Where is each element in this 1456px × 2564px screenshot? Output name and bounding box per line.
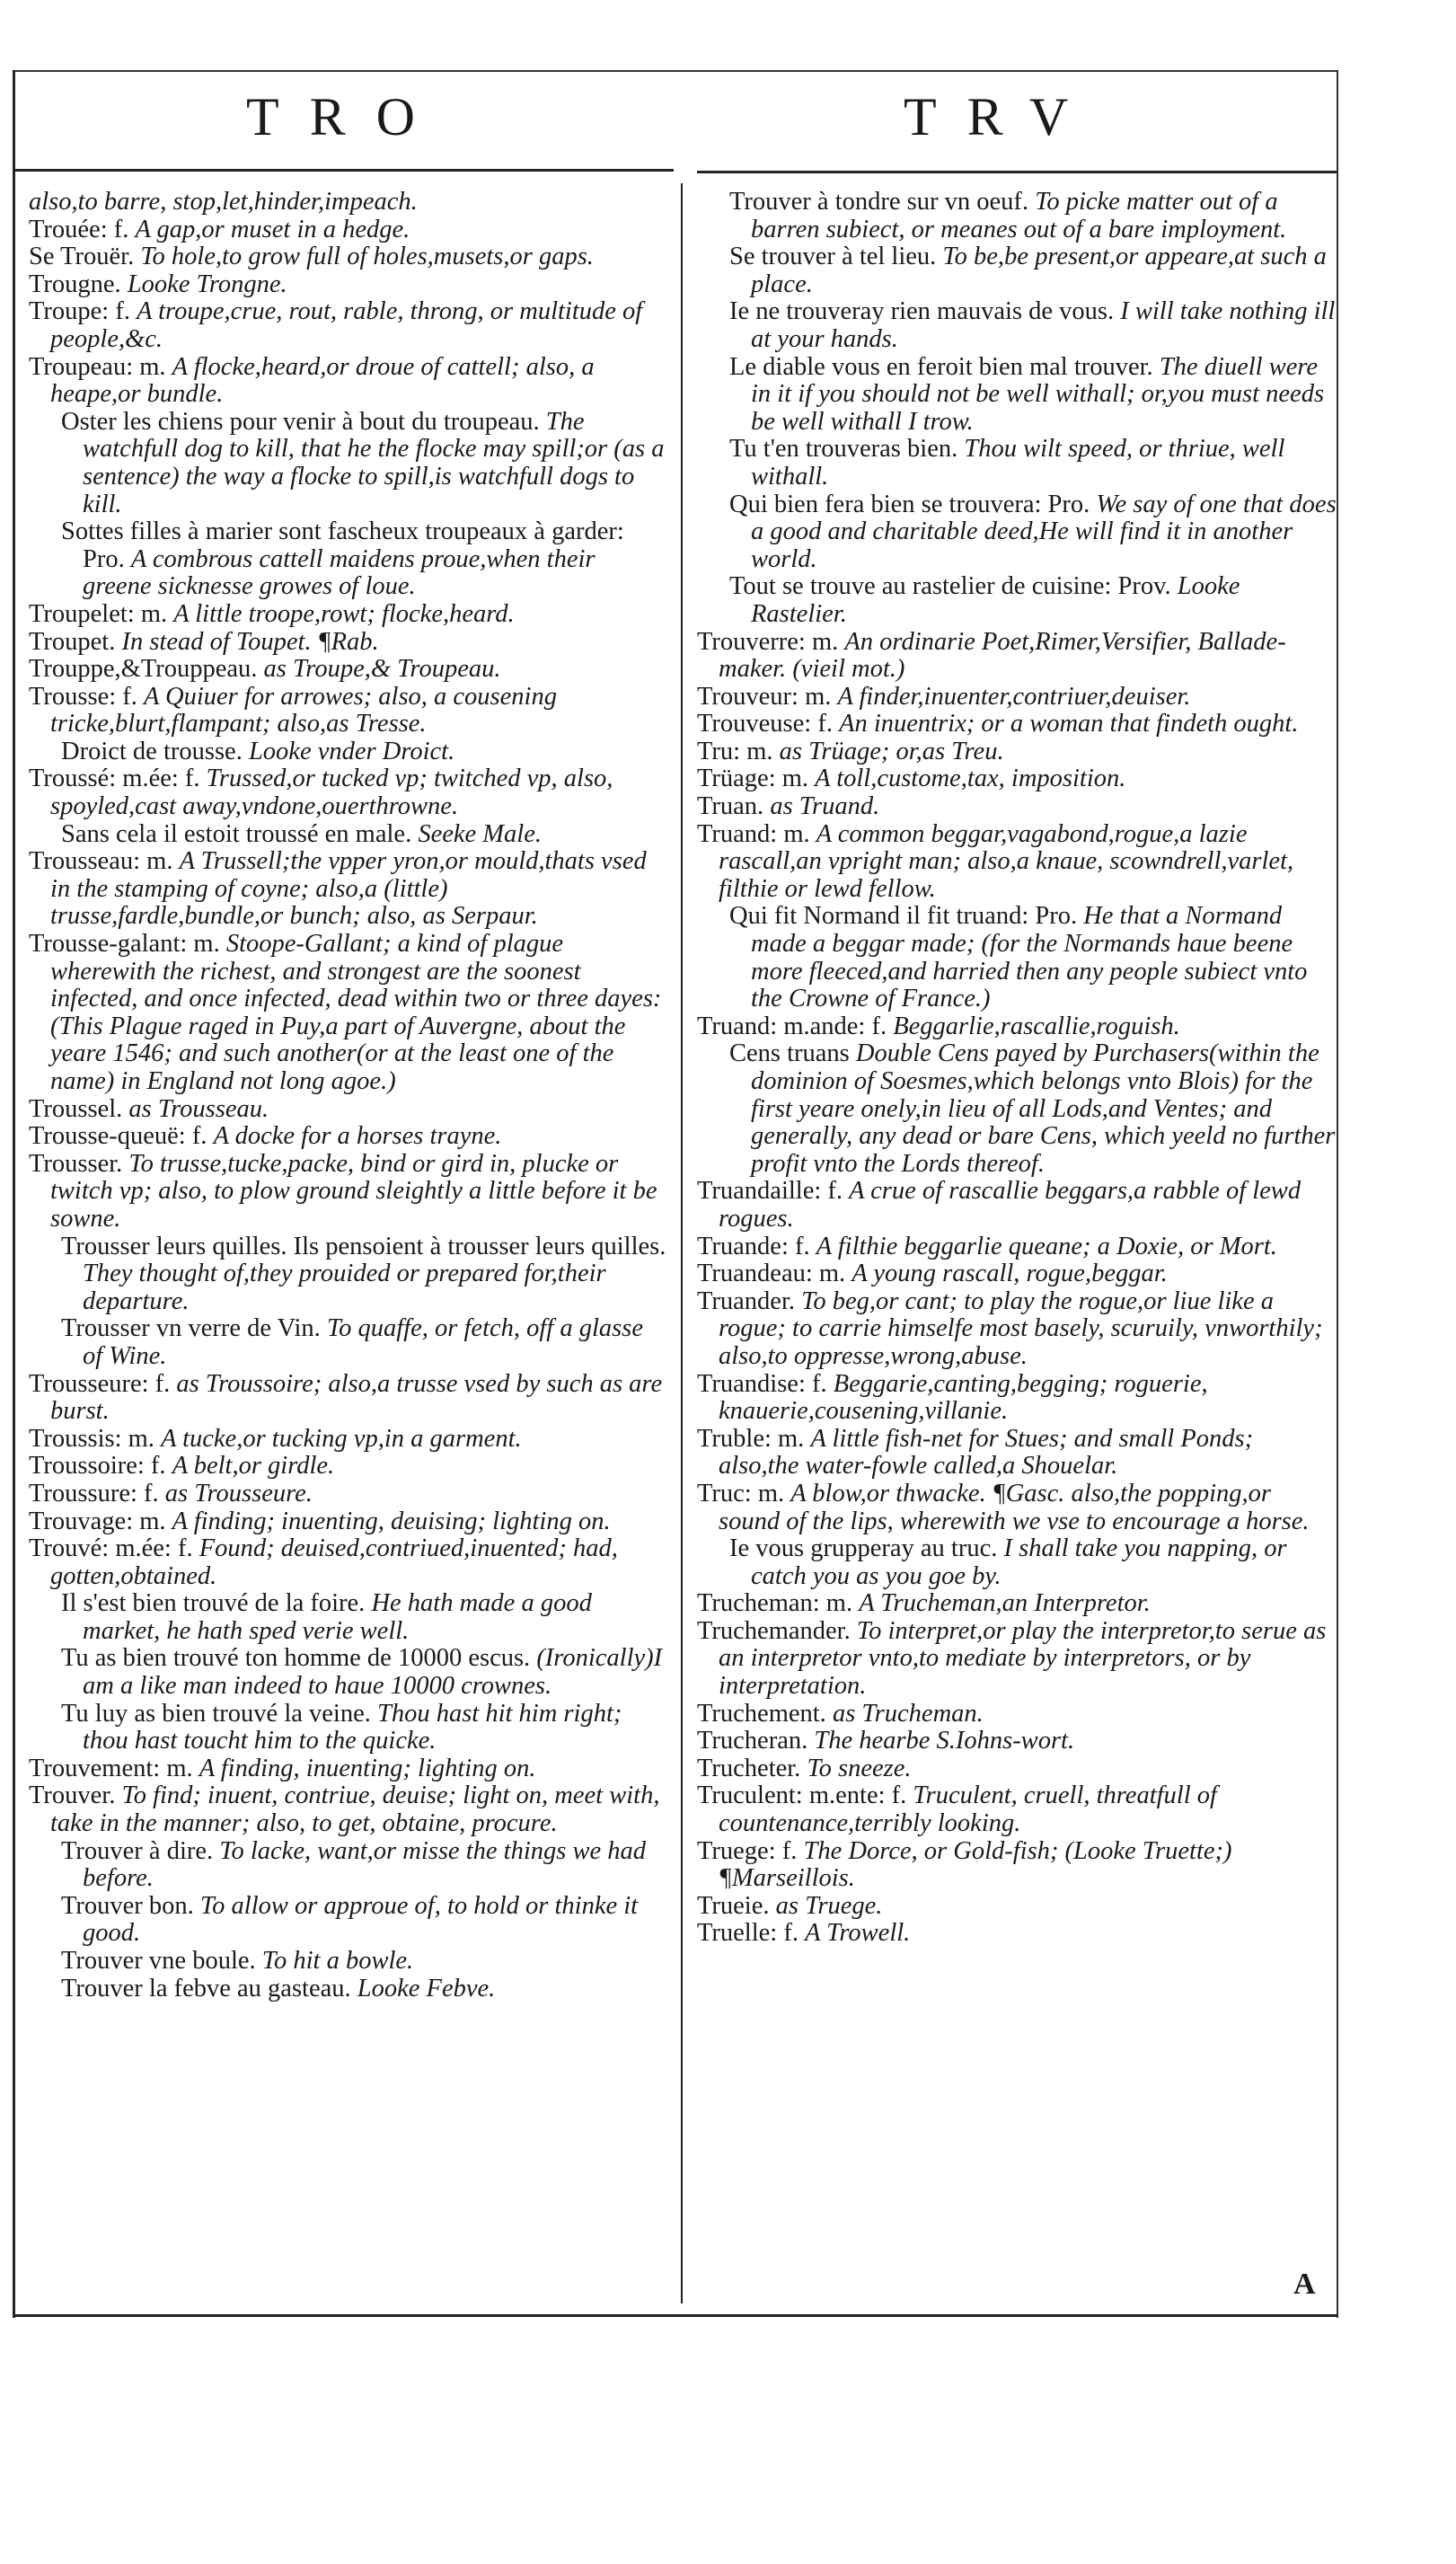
- entry-headword: Truble: m.: [697, 1424, 805, 1453]
- dictionary-entry: [697, 1481, 1337, 1535]
- entry-definition: Thou wilt speed, or thriue, well withall.: [751, 435, 1285, 491]
- entry-headword: Trousser.: [29, 1149, 123, 1178]
- dictionary-entry: [29, 1645, 668, 1700]
- entry-headword: Tu as bien trouvé ton homme de 10000 escus.: [61, 1644, 531, 1673]
- entry-definition: (Ironically)I am a like man indeed to haue 10000 crownes.: [83, 1644, 663, 1701]
- entry-headword: Truchemander.: [697, 1616, 851, 1645]
- entry-definition: A belt,or girdle.: [172, 1452, 335, 1481]
- dictionary-entry: [29, 1893, 668, 1948]
- dictionary-entry: [697, 1590, 1337, 1618]
- entry-headword: Tu t'en trouveras bien.: [729, 435, 958, 464]
- entry-definition: He that a Normand made a beggar made; (for the Normands haue beene more fleeced,and harried then any people subiect vnto the Crowne of France.): [751, 902, 1308, 1013]
- entry-headword: Troupe: f.: [29, 297, 130, 326]
- header-rule-left: [14, 169, 674, 172]
- entry-definition: A finding; inuenting, deuising; lighting on.: [172, 1507, 611, 1535]
- entry-headword: Troussoire: f.: [29, 1452, 166, 1481]
- entry-definition: To picke matter out of a barren subiect, or meanes out of a bare imployment.: [751, 188, 1287, 243]
- entry-definition: To find; inuent, contriue, deuise; light on, meet with, take in the manner; also, to get, obtaine, procure.: [50, 1782, 660, 1838]
- entry-definition: Seeke Male.: [418, 819, 542, 848]
- entry-headword: Trousse-galant: m.: [29, 930, 220, 959]
- running-head-right: TRV: [904, 87, 1099, 146]
- dictionary-entry: [697, 738, 1337, 766]
- entry-headword: Trouver bon.: [61, 1891, 194, 1920]
- entry-headword: Truand: m.: [697, 819, 810, 848]
- entry-headword: Trousse-queuë: f.: [29, 1122, 207, 1151]
- entry-headword: Truander.: [697, 1286, 795, 1315]
- entry-definition: I shall take you napping, or catch you as you goe by.: [751, 1534, 1287, 1590]
- dictionary-entry: [29, 1948, 668, 1976]
- entry-headword: Tout se trouve au rastelier de cuisine: Prov.: [729, 572, 1171, 601]
- dictionary-entry: [697, 1288, 1337, 1371]
- dictionary-entry: [29, 765, 668, 820]
- entry-headword: Troupelet: m.: [29, 599, 168, 628]
- right-column: [697, 189, 1337, 1948]
- dictionary-entry: [697, 1260, 1337, 1288]
- dictionary-entry: [697, 903, 1337, 1012]
- entry-definition: Found; deuised,contriued,inuented; had, gotten,obtained.: [50, 1534, 618, 1590]
- entry-definition: Looke Febve.: [357, 1974, 496, 2003]
- dictionary-entry: [29, 1976, 668, 2003]
- entry-definition: Truculent, cruell, threatfull of countenance,terribly looking.: [719, 1782, 1217, 1838]
- entry-definition: A troupe,crue, rout, rable, throng, or multitude of people,&c.: [50, 297, 643, 353]
- entry-headword: Truandise: f.: [697, 1369, 827, 1398]
- entry-definition: A crue of rascallie beggars,a rabble of lewd rogues.: [719, 1177, 1302, 1233]
- entry-headword: Oster les chiens pour venir à bout du troupeau.: [61, 407, 540, 436]
- entry-definition: also,to barre, stop,let,hinder,impeach.: [29, 188, 418, 216]
- entry-headword: Trouver la febve au gasteau.: [61, 1974, 351, 2003]
- entry-definition: The diuell were in it if you should not be well withall; or,you must needs be well withall I trow.: [751, 352, 1325, 436]
- dictionary-entry: [29, 1838, 668, 1893]
- dictionary-entry: [29, 409, 668, 518]
- entry-definition: To trusse,tucke,packe, bind or gird in, plucke or twitch vp; also, to plow ground sleightly a little before it be sowne.: [50, 1149, 657, 1233]
- header-rule-right: [697, 171, 1337, 173]
- dictionary-entry: [29, 1755, 668, 1783]
- entry-headword: Trousseau: m.: [29, 847, 173, 876]
- dictionary-entry: [697, 1040, 1337, 1178]
- dictionary-entry: [697, 298, 1337, 353]
- entry-headword: Troupeau: m.: [29, 352, 166, 381]
- entry-definition: A blow,or thwacke. ¶Gasc. also,the popping,or sound of the lips, wherewith we vse to encourage a horse.: [719, 1479, 1310, 1535]
- page-frame-right: [1337, 70, 1338, 2318]
- entry-definition: as Trousseau.: [128, 1094, 269, 1123]
- dictionary-entry: [29, 1453, 668, 1481]
- entry-definition: A filthie beggarlie queane; a Doxie, or Mort.: [816, 1232, 1277, 1260]
- entry-headword: Troussel.: [29, 1094, 123, 1123]
- dictionary-entry: [697, 793, 1337, 821]
- entry-definition: as Trousseure.: [164, 1479, 313, 1507]
- dictionary-entry: [697, 821, 1337, 904]
- entry-definition: Looke Trongne.: [127, 270, 287, 298]
- entry-definition: A Trucheman,an Interpretor.: [859, 1589, 1151, 1618]
- entry-definition: Beggarie,canting,begging; roguerie, knauerie,cousening,villanie.: [719, 1369, 1208, 1426]
- entry-headword: Trucheman: m.: [697, 1589, 853, 1618]
- entry-definition: In stead of Toupet. ¶Rab.: [121, 627, 379, 656]
- entry-definition: To hit a bowle.: [261, 1947, 414, 1975]
- entry-headword: Trouveur: m.: [697, 682, 832, 711]
- entry-headword: Truand: m.ande: f.: [697, 1012, 887, 1040]
- dictionary-entry: [697, 1013, 1337, 1041]
- left-column: [29, 189, 668, 2003]
- dictionary-entry: [697, 711, 1337, 738]
- entry-headword: Trouppe,&Trouppeau.: [29, 655, 258, 684]
- entry-definition: Thou hast hit him right; thou hast toucht him to the quicke.: [83, 1699, 622, 1755]
- entry-definition: A toll,custome,tax, imposition.: [815, 765, 1126, 793]
- entry-definition: To allow or approue of, to hold or thinke it good.: [83, 1891, 639, 1948]
- entry-definition: The watchfull dog to kill, that he the flocke may spill;or (as a sentence) the way a flocke to spill,is watchfull dogs to kill.: [83, 407, 665, 518]
- entry-definition: Stoope-Gallant; a kind of plague wherewith the richest, and strongest are the soonest infected, and once infected, dead within two or three dayes:(This Plague raged in Puy,a part of Auvergne, about the yeare 1546; and such another(or at the least one of the name) in England not long agoe.): [50, 930, 662, 1095]
- dictionary-entry: [29, 1315, 668, 1370]
- entry-definition: A finding, inuenting; lighting on.: [199, 1754, 536, 1782]
- entry-definition: as Troupe,& Troupeau.: [263, 655, 501, 684]
- column-divider: [681, 183, 683, 2303]
- dictionary-entry: [29, 1123, 668, 1151]
- dictionary-entry: [29, 243, 668, 271]
- entry-headword: Troussis: m.: [29, 1424, 154, 1453]
- entry-definition: A common beggar,vagabond,rogue,a lazie rascall,an vpright man; also,a knaue, scowndrell,varlet, filthie or lewd fellow.: [719, 819, 1294, 903]
- bottom-rule: [13, 2314, 1338, 2317]
- entry-headword: Sans cela il estoit troussé en male.: [61, 819, 412, 848]
- dictionary-entry: [697, 436, 1337, 491]
- dictionary-entry: [29, 1701, 668, 1755]
- dictionary-entry: [697, 573, 1337, 628]
- dictionary-entry: [697, 491, 1337, 574]
- entry-definition: They thought of,they prouided or prepared for,their departure.: [83, 1260, 606, 1315]
- dictionary-entry: [697, 1782, 1337, 1837]
- dictionary-entry: [697, 1426, 1337, 1481]
- entry-definition: To be,be present,or appeare,at such a place.: [751, 243, 1327, 298]
- entry-headword: Trousser vn verre de Vin.: [61, 1314, 321, 1343]
- entry-definition: as Truege.: [775, 1891, 883, 1920]
- entry-headword: Truan.: [697, 792, 764, 821]
- entry-headword: Trougne.: [29, 270, 121, 298]
- dictionary-entry: [697, 189, 1337, 243]
- dictionary-entry: [697, 1893, 1337, 1921]
- entry-headword: Trouvé: m.ée: f.: [29, 1534, 193, 1563]
- entry-headword: Se trouver à tel lieu.: [729, 243, 937, 271]
- entry-definition: A finder,inuenter,contriuer,deuiser.: [837, 682, 1191, 711]
- dictionary-entry: [29, 1590, 668, 1645]
- entry-headword: Sottes filles à marier sont fascheux troupeaux à garder: Pro.: [61, 517, 624, 573]
- entry-definition: Beggarlie,rascallie,roguish.: [893, 1012, 1180, 1040]
- dictionary-entry: [29, 738, 668, 766]
- entry-headword: Troussé: m.ée: f.: [29, 765, 200, 793]
- entry-headword: Trousseure: f.: [29, 1369, 171, 1398]
- dictionary-entry: [697, 1728, 1337, 1755]
- entry-definition: A combrous cattell maidens proue,when their greene sicknesse growes of loue.: [83, 544, 596, 601]
- entry-definition: To sneeze.: [807, 1754, 912, 1782]
- entry-headword: Il s'est bien trouvé de la foire.: [61, 1589, 366, 1618]
- dictionary-entry: [29, 1233, 668, 1316]
- entry-headword: Droict de trousse.: [61, 737, 243, 765]
- dictionary-entry: [697, 629, 1337, 684]
- dictionary-entry: [697, 1535, 1337, 1590]
- entry-definition: Trussed,or tucked vp; twitched vp, also, spoyled,cast away,vndone,ouerthrowne.: [50, 765, 613, 821]
- entry-definition: I will take nothing ill at your hands.: [751, 297, 1336, 353]
- dictionary-entry: [697, 1178, 1337, 1233]
- entry-headword: Cens truans: [729, 1039, 850, 1068]
- entry-headword: Trouvage: m.: [29, 1507, 166, 1535]
- entry-definition: A young rascall, rogue,beggar.: [852, 1260, 1168, 1288]
- entry-headword: Trouvement: m.: [29, 1754, 193, 1782]
- entry-headword: Trouver à tondre sur vn oeuf.: [729, 188, 1028, 216]
- entry-headword: Trucheran.: [697, 1727, 808, 1755]
- dictionary-entry: [697, 1618, 1337, 1701]
- entry-headword: Truege: f.: [697, 1836, 798, 1865]
- entry-definition: as Troussoire; also,a trusse vsed by such as are burst.: [50, 1369, 663, 1426]
- entry-definition: To quaffe, or fetch, off a glasse of Wine.: [83, 1314, 643, 1370]
- dictionary-entry: [697, 1920, 1337, 1948]
- dictionary-entry: [697, 243, 1337, 298]
- entry-definition: The hearbe S.Iohns-wort.: [814, 1727, 1075, 1755]
- entry-definition: Looke vnder Droict.: [248, 737, 455, 765]
- entry-headword: Trucheter.: [697, 1754, 801, 1782]
- entry-definition: A Quiuer for arrowes; also, a cousening tricke,blurt,flampant; also,as Tresse.: [50, 682, 557, 738]
- dictionary-entry: [697, 1701, 1337, 1728]
- running-head-left: TRO: [246, 87, 446, 146]
- entry-headword: Truculent: m.ente: f.: [697, 1782, 907, 1810]
- dictionary-entry: [29, 848, 668, 931]
- entry-headword: Truchement.: [697, 1699, 826, 1728]
- dictionary-entry: [29, 217, 668, 244]
- dictionary-entry: [697, 1233, 1337, 1261]
- entry-headword: Qui fit Normand il fit truand: Pro.: [729, 902, 1078, 931]
- dictionary-entry: [29, 656, 668, 684]
- entry-definition: An ordinarie Poet,Rimer,Versifier, Ballade-maker. (vieil mot.): [719, 627, 1286, 684]
- entry-definition: A flocke,heard,or droue of cattell; also, a heape,or bundle.: [50, 352, 595, 409]
- entry-headword: Trüage: m.: [697, 765, 809, 793]
- dictionary-entry: [29, 1535, 668, 1590]
- entry-headword: Trouver vne boule.: [61, 1947, 256, 1975]
- entry-definition: Looke Rastelier.: [751, 572, 1240, 628]
- entry-headword: Se Trouër.: [29, 243, 135, 271]
- entry-definition: We say of one that does a good and charitable deed,He will find it in another world.: [751, 490, 1337, 573]
- entry-definition: The Dorce, or Gold-fish; (Looke Truette;) ¶Marseillois.: [719, 1836, 1232, 1893]
- dictionary-entry: [697, 1838, 1337, 1893]
- entry-headword: Trouver.: [29, 1782, 116, 1810]
- dictionary-entry: [29, 1481, 668, 1508]
- dictionary-entry: [697, 354, 1337, 437]
- entry-definition: To lacke, want,or misse the things we had before.: [83, 1836, 646, 1893]
- dictionary-entry: [29, 189, 668, 217]
- dictionary-entry: [29, 298, 668, 353]
- entry-definition: A docke for a horses trayne.: [213, 1122, 502, 1151]
- entry-headword: Truc: m.: [697, 1479, 785, 1507]
- entry-definition: A Trowell.: [805, 1919, 911, 1948]
- entry-definition: as Truand.: [770, 792, 880, 821]
- dictionary-entry: [29, 684, 668, 738]
- entry-definition: He hath made a good market, he hath sped verie well.: [83, 1589, 592, 1645]
- entry-definition: A Trussell;the vpper yron,or mould,thats vsed in the stamping of coyne; also,a (little) trusse,fardle,bundle,or bunch; also, as Serpaur.: [50, 847, 647, 931]
- entry-headword: Truelle: f.: [697, 1919, 799, 1948]
- entry-definition: A gap,or muset in a hedge.: [135, 215, 410, 243]
- entry-headword: Troussure: f.: [29, 1479, 159, 1507]
- entry-definition: To hole,to grow full of holes,musets,or gaps.: [140, 243, 594, 271]
- entry-headword: Trueie.: [697, 1891, 770, 1920]
- entry-headword: Le diable vous en feroit bien mal trouver.: [729, 352, 1153, 381]
- entry-headword: Troupet.: [29, 627, 116, 656]
- dictionary-entry: [29, 518, 668, 601]
- entry-headword: Ie ne trouveray rien mauvais de vous.: [729, 297, 1115, 326]
- dictionary-entry: [29, 1426, 668, 1454]
- entry-headword: Trouée: f.: [29, 215, 129, 243]
- entry-headword: Tu luy as bien trouvé la veine.: [61, 1699, 371, 1728]
- dictionary-entry: [29, 271, 668, 299]
- dictionary-entry: [697, 765, 1337, 793]
- entry-headword: Tru: m.: [697, 737, 773, 765]
- dictionary-entry: [697, 684, 1337, 712]
- dictionary-entry: [29, 1508, 668, 1536]
- dictionary-entry: [29, 601, 668, 629]
- dictionary-entry: [29, 354, 668, 409]
- entry-headword: Trouver à dire.: [61, 1836, 214, 1865]
- dictionary-entry: [697, 1371, 1337, 1426]
- entry-headword: Truandaille: f.: [697, 1177, 843, 1206]
- signature-mark: A: [1293, 2268, 1316, 2301]
- dictionary-entry: [29, 629, 668, 657]
- dictionary-entry: [29, 1096, 668, 1124]
- entry-definition: A little fish-net for Stues; and small Ponds; also,the water-fowle called,a Shouelar.: [719, 1424, 1254, 1481]
- dictionary-entry: [697, 1755, 1337, 1783]
- entry-definition: To beg,or cant; to play the rogue,or liue like a rogue; to carrie himselfe most basely, scuruily, vnworthily; also,to oppresse,wrong,abuse.: [719, 1286, 1323, 1370]
- entry-headword: Trouveuse: f.: [697, 710, 833, 738]
- entry-headword: Truande: f.: [697, 1232, 810, 1260]
- dictionary-entry: [29, 1371, 668, 1426]
- entry-definition: as Trüage; or,as Treu.: [779, 737, 1004, 765]
- entry-definition: as Trucheman.: [832, 1699, 984, 1728]
- entry-definition: To interpret,or play the interpretor,to serue as an interpretor vnto,to mediate by interpretors, or by interpretation.: [719, 1616, 1327, 1701]
- entry-headword: Qui bien fera bien se trouvera: Pro.: [729, 490, 1090, 518]
- entry-definition: Double Cens payed by Purchasers(within the dominion of Soesmes,which belongs vnto Blois) for the first yeare onely,in lieu of all Lods,and Ventes; and generally, any dead or bare Cens, which yeeld no further profit vnto the Lords thereof.: [751, 1039, 1336, 1178]
- entry-definition: A little troope,rowt; flocke,heard.: [173, 599, 515, 628]
- dictionary-entry: [29, 1151, 668, 1233]
- dictionary-entry: [29, 821, 668, 849]
- entry-definition: A tucke,or tucking vp,in a garment.: [161, 1424, 522, 1453]
- entry-headword: Ie vous grupperay au truc.: [729, 1534, 998, 1563]
- entry-headword: Trousse: f.: [29, 682, 137, 711]
- dictionary-entry: [29, 931, 668, 1096]
- dictionary-entry: [29, 1782, 668, 1837]
- entry-definition: An inuentrix; or a woman that findeth ought.: [839, 710, 1299, 738]
- entry-headword: Trousser leurs quilles. Ils pensoient à trousser leurs quilles.: [61, 1232, 666, 1260]
- entry-headword: Truandeau: m.: [697, 1260, 846, 1288]
- entry-headword: Trouverre: m.: [697, 627, 839, 656]
